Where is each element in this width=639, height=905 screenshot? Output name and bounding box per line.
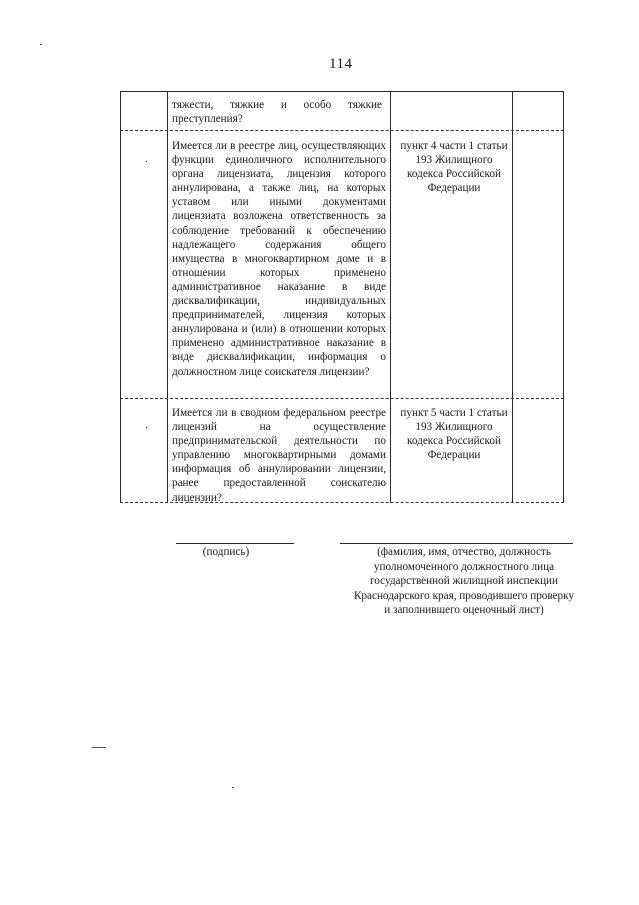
- scan-speck: [92, 747, 106, 748]
- table-row-divider: [120, 398, 564, 399]
- table-column-divider: [390, 91, 391, 503]
- scan-speck: [232, 787, 234, 788]
- legal-basis-cell: пункт 4 части 1 статьи 193 Жилищного кодекса Российской Федерации: [400, 140, 508, 195]
- table-border-right: [563, 91, 564, 503]
- scan-speck: [40, 44, 42, 45]
- checklist-table: [120, 91, 564, 503]
- name-line: [340, 543, 573, 544]
- question-cell: Имеется ли в сводном федеральном реестре лицензий на осуществление предпринимательской деятельности по управлению многоквартирными домами информация об аннулировании лицензии, ранее предоставленной соискателю лицензии?: [172, 407, 386, 504]
- question-cell: Имеется ли в реестре лиц, осуществляющих функции единоличного исполнительного органа лицензиата, лицензия которого аннулирована, а также лиц, на которых уставом или иными документами лицензиата возложена ответственность за соблюдение требований к обеспечению надлежащего содержания общего имущества в многоквартирном доме и в отношении которых применено административное наказание в виде дисквалификации, индивидуальных предпринимателей, лицензия которых аннулирована и (или) в отношении которых применено административное наказание в виде дисквалификации, информация о должностном лице соискателя лицензии?: [172, 140, 386, 378]
- table-column-divider: [512, 91, 513, 503]
- table-row-divider: [120, 130, 564, 131]
- page-number: 114: [329, 56, 353, 72]
- signature-caption: (подпись): [202, 546, 250, 558]
- row-marker: ·: [145, 423, 149, 434]
- table-column-divider: [167, 91, 168, 503]
- table-border-top: [120, 91, 564, 92]
- table-border-left: [120, 91, 121, 503]
- row-marker: ·: [145, 157, 149, 168]
- signature-line: [176, 543, 294, 544]
- question-cell: тяжести, тяжкие и особо тяжкие преступления?: [172, 99, 382, 126]
- official-caption: (фамилия, имя, отчество, должность уполномоченного должностного лица государственной жилищной инспекции Краснодарского края, проводившего проверку и заполнившего оценочный лист): [353, 546, 575, 617]
- legal-basis-cell: пункт 5 части 1 статьи 193 Жилищного кодекса Российской Федерации: [400, 407, 508, 462]
